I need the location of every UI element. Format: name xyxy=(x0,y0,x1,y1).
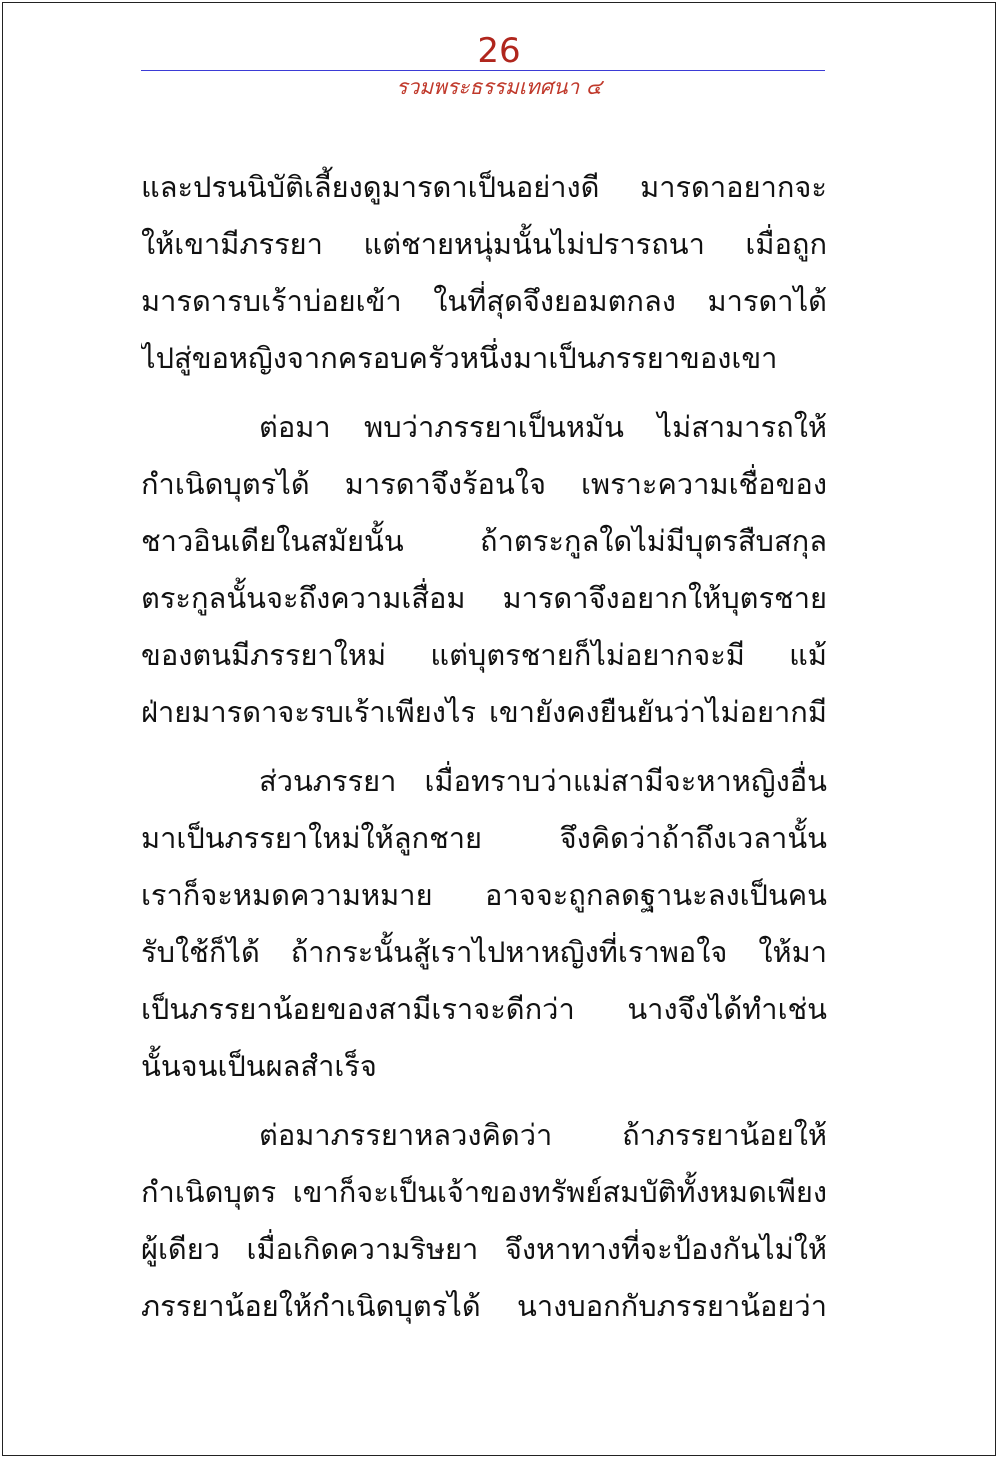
text-line: กำเนิดบุตร เขาก็จะเป็นเจ้าของทรัพย์สมบัติทั้งหมดเพียง xyxy=(141,1175,827,1209)
running-title: รวมพระธรรมเทศนา ๔ xyxy=(396,75,602,99)
text-line: ผู้เดียว เมื่อเกิดความริษยา จึงหาทางที่จะป้องกันไม่ให้ xyxy=(141,1232,827,1266)
body-text xyxy=(141,159,827,1347)
text-line: ของตนมีภรรยาใหม่ แต่บุตรชายก็ไม่อยากจะมี แม้ xyxy=(141,638,827,672)
paragraph-1 xyxy=(141,159,827,387)
text-line: เป็นภรรยาน้อยของสามีเราจะดีกว่า นางจึงได้ทำเช่น xyxy=(141,992,827,1026)
text-line: และปรนนิบัติเลี้ยงดูมารดาเป็นอย่างดี มารดาอยากจะ xyxy=(141,170,827,204)
text-line: นั้นจนเป็นผลสำเร็จ xyxy=(141,1049,377,1083)
text-line: มาเป็นภรรยาใหม่ให้ลูกชาย จึงคิดว่าถ้าถึงเวลานั้น xyxy=(141,821,827,855)
text-line: ไปสู่ขอหญิงจากครอบครัวหนึ่งมาเป็นภรรยาของเขา xyxy=(141,341,778,375)
text-line: ชาวอินเดียในสมัยนั้น ถ้าตระกูลใดไม่มีบุตรสืบสกุล xyxy=(141,524,827,558)
text-line: รับใช้ก็ได้ ถ้ากระนั้นสู้เราไปหาหญิงที่เราพอใจ ให้มา xyxy=(141,935,827,969)
text-line: ต่อมา พบว่าภรรยาเป็นหมัน ไม่สามารถให้ xyxy=(259,410,827,444)
text-line: ให้เขามีภรรยา แต่ชายหนุ่มนั้นไม่ปรารถนา เมื่อถูก xyxy=(141,227,827,261)
paragraph-4 xyxy=(141,1107,827,1335)
paragraph-3 xyxy=(141,753,827,1095)
text-line: ตระกูลนั้นจะถึงความเสื่อม มารดาจึงอยากให้บุตรชาย xyxy=(141,581,827,615)
text-line: ภรรยาน้อยให้กำเนิดบุตรได้ นางบอกกับภรรยาน้อยว่า xyxy=(141,1289,827,1323)
page-number: 26 xyxy=(477,31,521,71)
book-page xyxy=(2,2,996,1456)
text-line: มารดารบเร้าบ่อยเข้า ในที่สุดจึงยอมตกลง มารดาได้ xyxy=(141,284,827,318)
text-line: เราก็จะหมดความหมาย อาจจะถูกลดฐานะลงเป็นคน xyxy=(141,878,827,912)
text-line: ต่อมาภรรยาหลวงคิดว่า ถ้าภรรยาน้อยให้ xyxy=(259,1118,827,1152)
paragraph-2 xyxy=(141,399,827,741)
header-rule xyxy=(141,70,825,71)
text-line: ฝ่ายมารดาจะรบเร้าเพียงไร เขายังคงยืนยันว่าไม่อยากมี xyxy=(141,695,827,729)
text-line: กำเนิดบุตรได้ มารดาจึงร้อนใจ เพราะความเชื่อของ xyxy=(141,467,827,501)
text-line: ส่วนภรรยา เมื่อทราบว่าแม่สามีจะหาหญิงอื่น xyxy=(259,764,827,798)
